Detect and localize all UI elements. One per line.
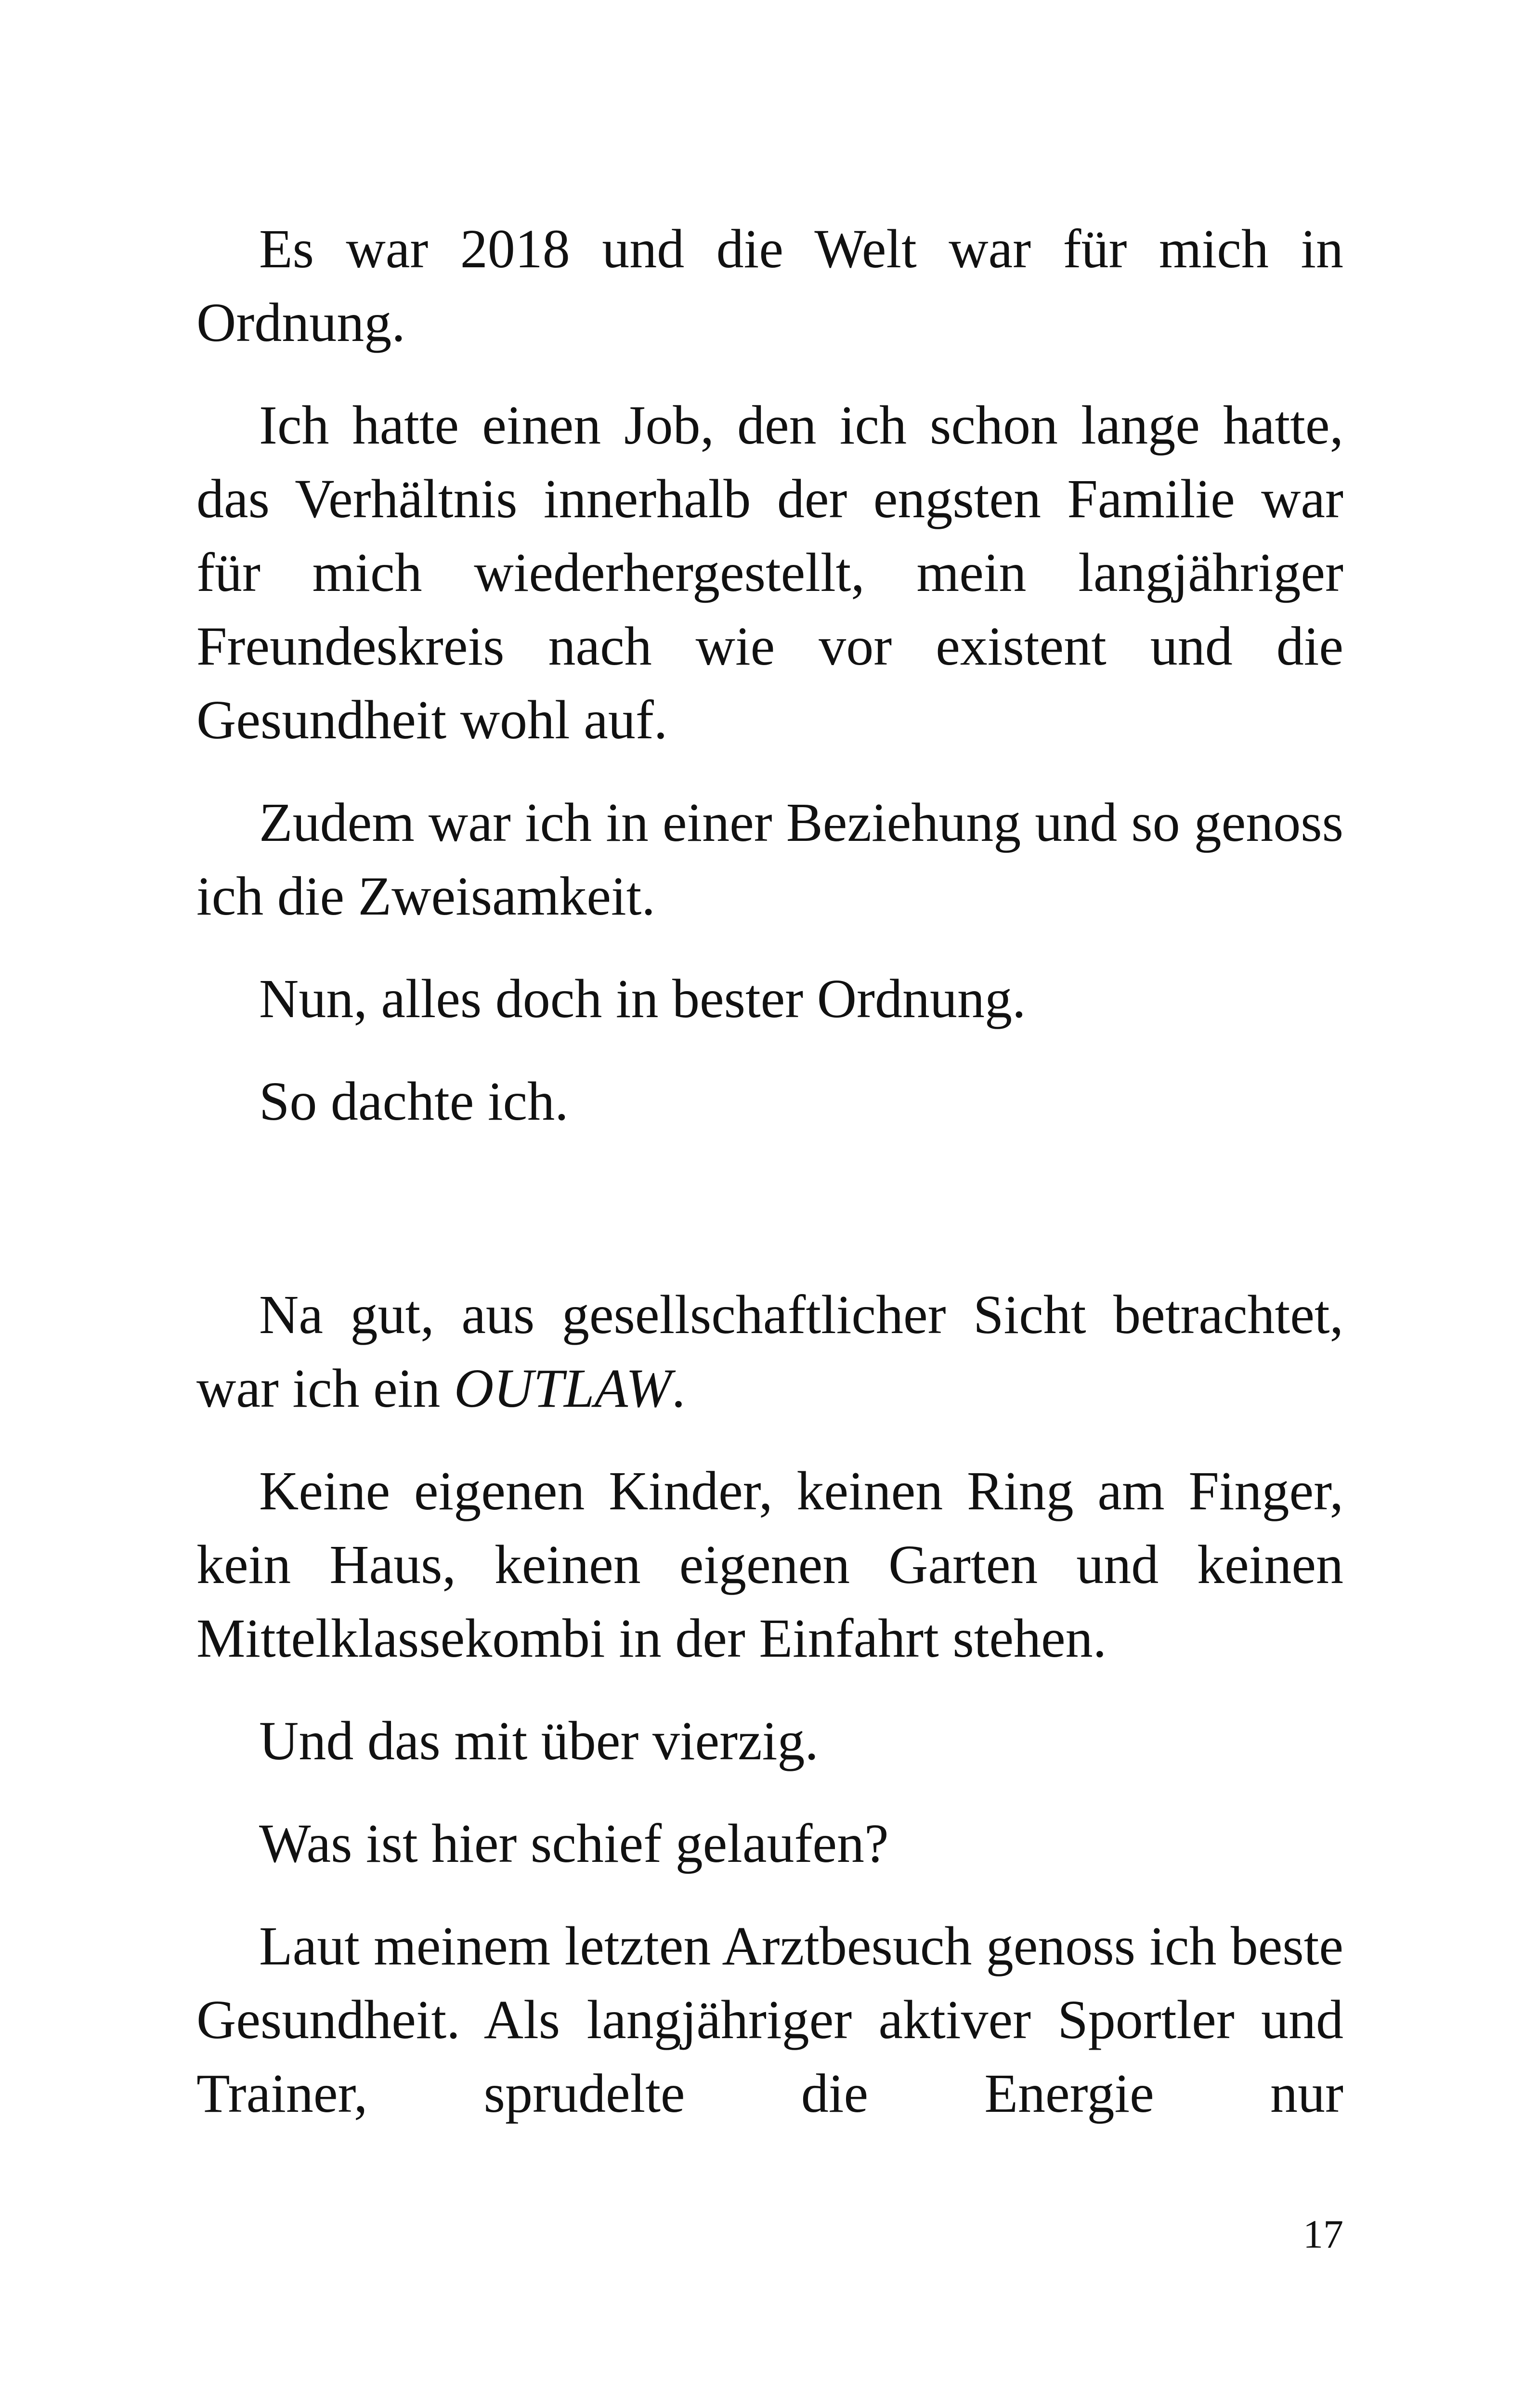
paragraph: Laut meinem letzten Arztbesuch genoss ich beste Gesundheit. Als langjähriger aktiver Sportler und Trainer, sprudelte die Energie nur (196, 1915, 1343, 2124)
paragraph: Was ist hier schief gelaufen? (259, 1813, 889, 1874)
paragraph: Ich hatte einen Job, den ich schon lange hatte, das Verhältnis innerhalb der engsten Familie war für mich wiederhergestellt, mein langjähriger Freundeskreis nach wie vor existent und die Gesundheit wohl auf. (196, 394, 1343, 750)
paragraph: Zudem war ich in einer Beziehung und so genoss ich die Zweisamkeit. (196, 792, 1343, 927)
paragraph: Nun, alles doch in bester Ordnung. (259, 968, 1026, 1029)
outlaw-emphasis: OUTLAW (454, 1358, 672, 1419)
paragraph-outlaw (196, 1278, 1343, 1425)
paragraph: So dachte ich. (259, 1071, 569, 1132)
section-break (196, 1167, 1343, 1278)
paragraph: Es war 2018 und die Welt war für mich in Ordnung. (196, 218, 1343, 353)
page-body (196, 212, 1343, 2159)
outlaw-text-after: . (671, 1358, 686, 1419)
paragraph: Und das mit über vierzig. (259, 1710, 819, 1771)
page-number: 17 (1303, 2212, 1343, 2257)
outlaw-text-before: Na gut, aus gesellschaftlicher Sicht betrachtet, war ich ein (196, 1284, 1343, 1419)
paragraph: Keine eigenen Kinder, keinen Ring am Finger, kein Haus, keinen eigenen Garten und keinen Mittelklassekombi in der Einfahrt stehen. (196, 1460, 1343, 1669)
